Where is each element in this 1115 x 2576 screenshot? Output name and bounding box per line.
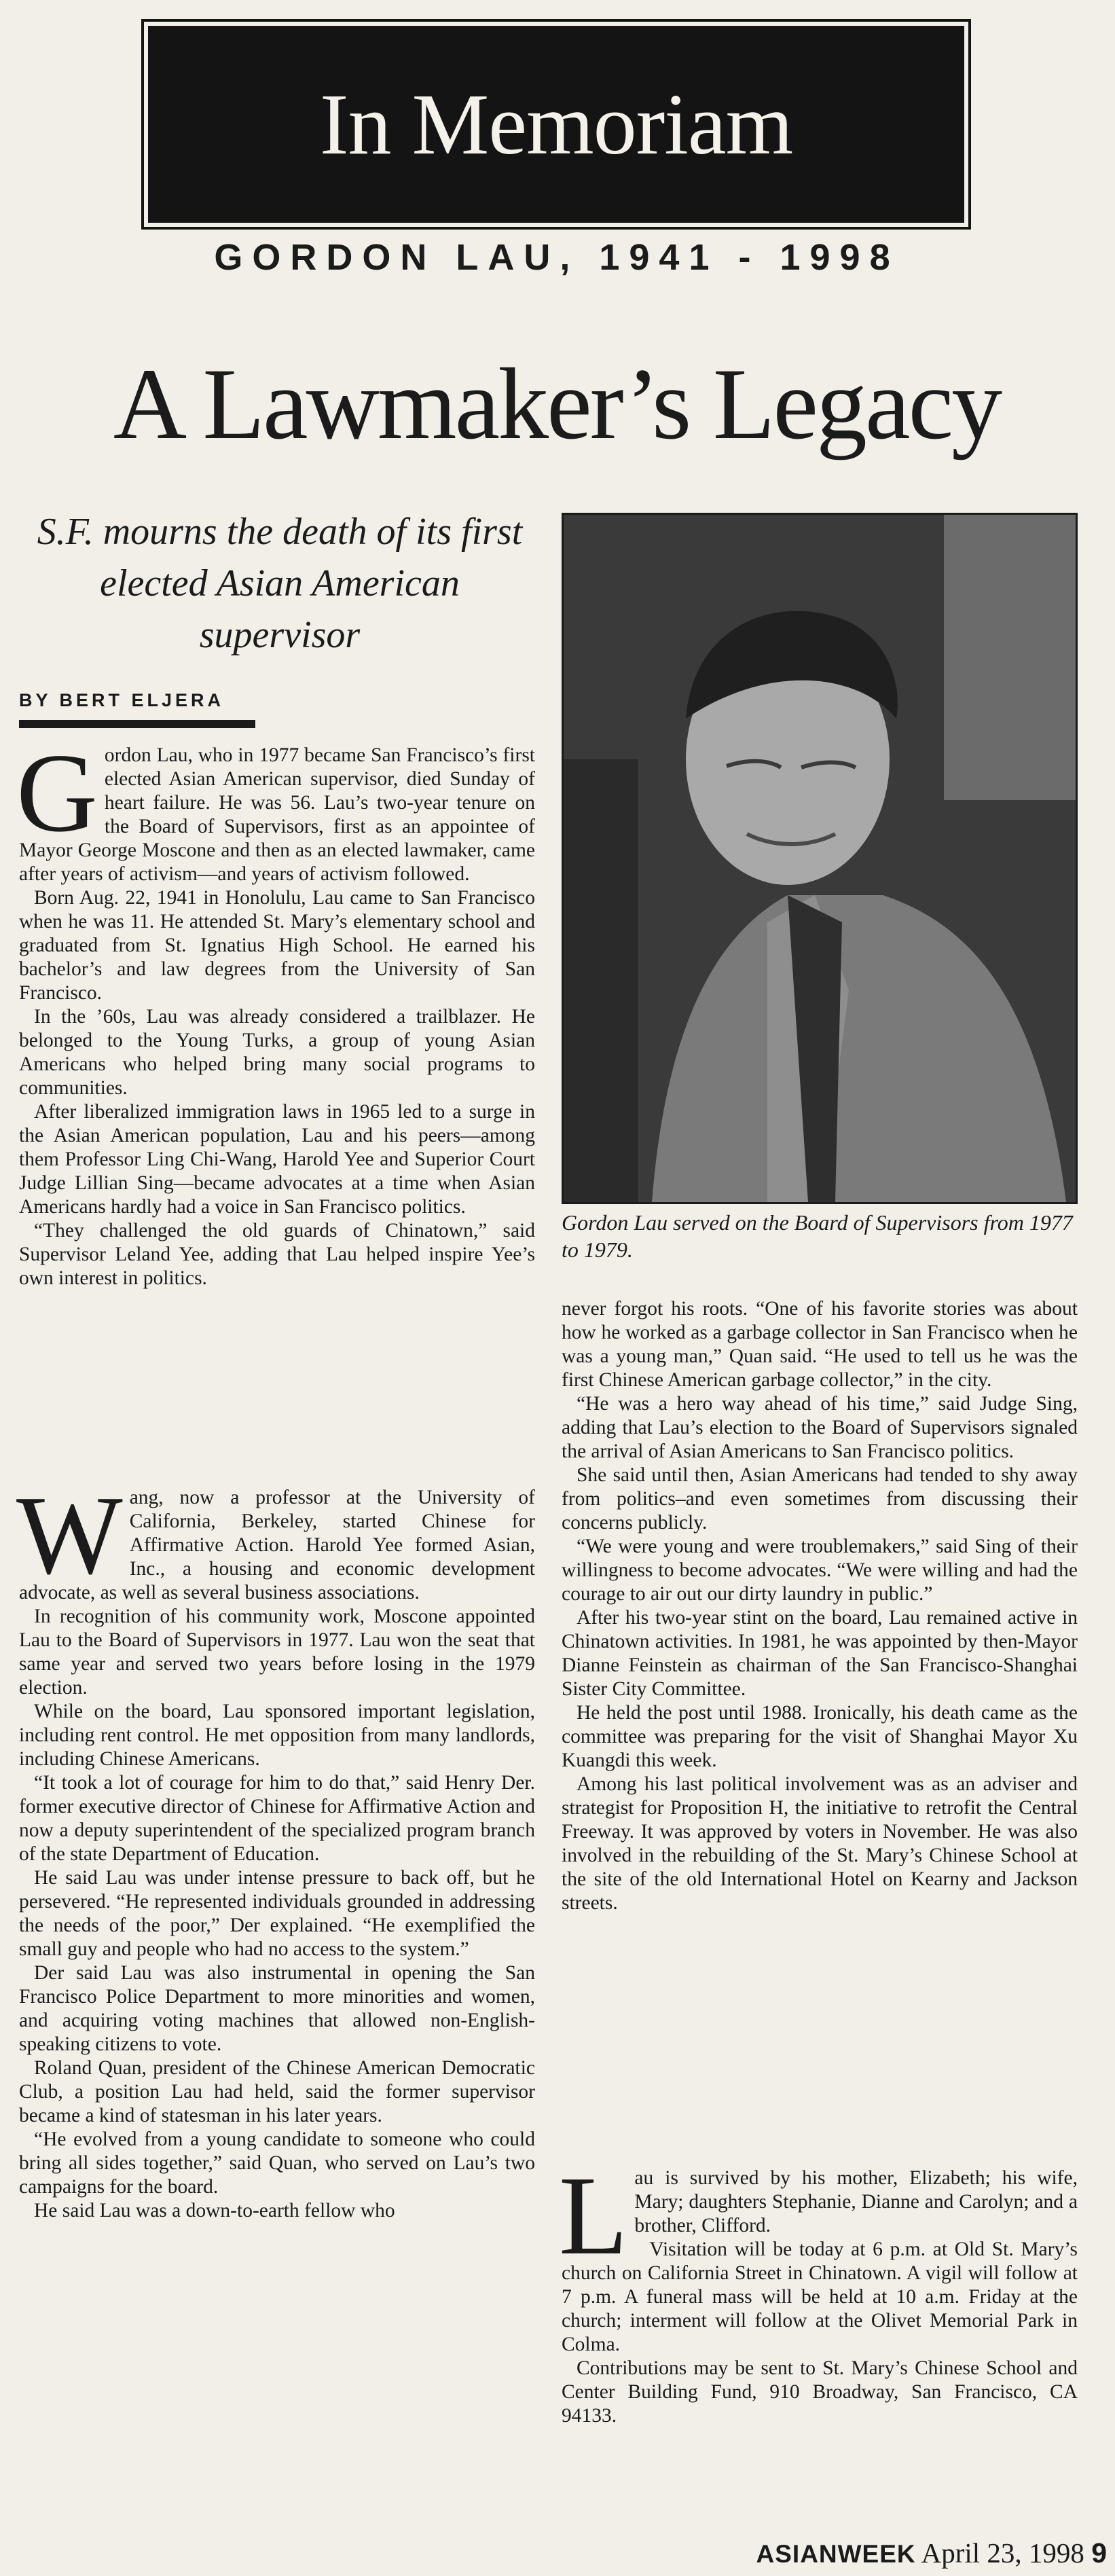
deck-subheadline: S.F. mourns the death of its first elected Asian American supervisor: [37, 511, 523, 656]
paragraph: “He evolved from a young candidate to someone who could bring all sides together,” said Quan, who served on Lau’s two campaigns for the board.: [19, 2128, 535, 2198]
paragraph: “He was a hero way ahead of his time,” said Judge Sing, adding that Lau’s election to the Board of Supervisors signaled the arrival of Asian Americans to San Francisco politics.: [562, 1393, 1078, 1462]
paragraph: au is survived by his mother, Elizabeth; his wife, Mary; daughters Stephanie, Dianne and Carolyn; and a brother, Clifford.: [634, 2167, 1078, 2236]
paragraph: Der said Lau was also instrumental in opening the San Francisco Police Department to more minorities and women, and acquiring voting machines that allowed non-English-speaking citizens to vote.: [19, 1962, 535, 2055]
paragraph: Contributions may be sent to St. Mary’s Chinese School and Center Building Fund, 910 Broadway, San Francisco, CA 94133.: [562, 2357, 1078, 2427]
paragraph: Visitation will be today at 6 p.m. at Old St. Mary’s church on California Street in Chinatown. A vigil will follow at 7 p.m. A funeral mass will be held at 10 a.m. Friday at the church; interment will follow at the Olivet Memorial Park in Colma.: [562, 2238, 1078, 2355]
byline: BY BERT ELJERA: [19, 690, 225, 710]
byline-rule: [19, 720, 255, 728]
paragraph: “They challenged the old guards of Chinatown,” said Supervisor Leland Yee, adding that Lau helped inspire Yee’s own interest in politics.: [19, 1220, 535, 1289]
article-col2-bottom: [559, 2153, 1078, 2428]
paragraph: After liberalized immigration laws in 1965 led to a surge in the Asian American population, Lau and his peers—among them Professor Ling Chi-Wang, Harold Yee and Superior Court Judge Lillian Sing—became advocates at a time when Asian Americans hardly had a voice in San Francisco politics.: [19, 1101, 535, 1218]
banner-title: In Memoriam: [319, 75, 793, 173]
paragraph: In recognition of his community work, Moscone appointed Lau to the Board of Supervisors in 1977. Lau won the seat that same year and served two years before losing in the 1979 election.: [19, 1606, 535, 1699]
paragraph: “We were young and were troublemakers,” said Sing of their willingness to become advocates. “We were willing and had the courage to air out our dirty laundry in public.”: [562, 1536, 1078, 1605]
obituary-subtitle: GORDON LAU, 1941 - 1998: [214, 237, 900, 278]
paragraph: He said Lau was a down-to-earth fellow who: [34, 2200, 395, 2221]
article-col1-bottom: [16, 1472, 535, 2223]
paragraph: never forgot his roots. “One of his favorite stories was about how he worked as a garbage collector in San Francisco when he was a young man,” Quan said. “He used to tell us he was the first Chinese American garbage collector,” in the city.: [562, 1298, 1078, 1391]
drop-cap: W: [16, 1472, 123, 1597]
paragraph: “It took a lot of courage for him to do that,” said Henry Der. former executive director of Chinese for Affirmative Action and now a deputy superintendent of the specialized program branch of the state Department of Education.: [19, 1772, 535, 1865]
drop-cap: L: [559, 2153, 628, 2278]
paragraph: Roland Quan, president of the Chinese American Democratic Club, a position Lau had held, said the former supervisor became a kind of statesman in his later years.: [19, 2057, 535, 2126]
paragraph: Born Aug. 22, 1941 in Honolulu, Lau came to San Francisco when he was 11. He attended St. Mary’s elementary school and graduated from St. Ignatius High School. He earned his bachelor’s and law degrees from the University of San Francisco.: [19, 887, 535, 1004]
paragraph: She said until then, Asian Americans had tended to shy away from politics–and even sometimes from discussing their concerns publicly.: [562, 1464, 1078, 1534]
paragraph: He said Lau was under intense pressure to back off, but he persevered. “He represented individuals grounded in addressing the needs of the poor,” Der explained. “He exemplified the small guy and people who had no access to the system.”: [19, 1867, 535, 1960]
portrait-photo: [562, 513, 1078, 1204]
portrait-photo-illustration: [564, 515, 1076, 1202]
paragraph: He held the post until 1988. Ironically, his death came as the committee was preparing for the visit of Shanghai Mayor Xu Kuangdi this week.: [562, 1702, 1078, 1771]
paragraph: ang, now a professor at the University of California, Berkeley, started Chinese for Affirmative Action. Harold Yee formed Asian, Inc., a housing and economic development advocate, as well as several business associations.: [19, 1487, 535, 1603]
headline: A Lawmaker’s Legacy: [113, 348, 1001, 460]
page-number: 9: [1091, 2537, 1107, 2569]
page-footer: [706, 2537, 1107, 2569]
issue-date: April 23, 1998: [921, 2537, 1084, 2569]
masthead-banner: [148, 26, 964, 223]
paragraph: After his two-year stint on the board, Lau remained active in Chinatown activities. In 1981, he was appointed by then-Mayor Dianne Feinstein as chairman of the San Francisco-Shanghai Sister City Committee.: [562, 1607, 1078, 1700]
paragraph: ordon Lau, who in 1977 became San Francisco’s first elected Asian American supervisor, died Sunday of heart failure. He was 56. Lau’s two-year tenure on the Board of Supervisors, first as an appointee of Mayor George Moscone and then as an elected lawmaker, came after years of activism—and years of activism followed.: [19, 744, 535, 885]
article-col1-top: [16, 730, 535, 1290]
publication-name: ASIANWEEK: [756, 2540, 916, 2568]
paragraph: In the ’60s, Lau was already considered a trailblazer. He belonged to the Young Turks, a group of young Asian Americans who helped bring many social programs to communities.: [19, 1006, 535, 1099]
photo-caption: Gordon Lau served on the Board of Supervisors from 1977 to 1979.: [562, 1210, 1073, 1262]
article-col2-top: [562, 1297, 1078, 1915]
paragraph: Among his last political involvement was as an adviser and strategist for Proposition H, the initiative to retrofit the Central Freeway. It was approved by voters in November. He was also involved in the rebuilding of the St. Mary’s Chinese School at the site of the old International Hotel on Kearny and Jackson streets.: [562, 1773, 1078, 1914]
drop-cap: G: [16, 730, 98, 855]
paragraph: While on the board, Lau sponsored important legislation, including rent control. He met opposition from many landlords, including Chinese Americans.: [19, 1701, 535, 1770]
